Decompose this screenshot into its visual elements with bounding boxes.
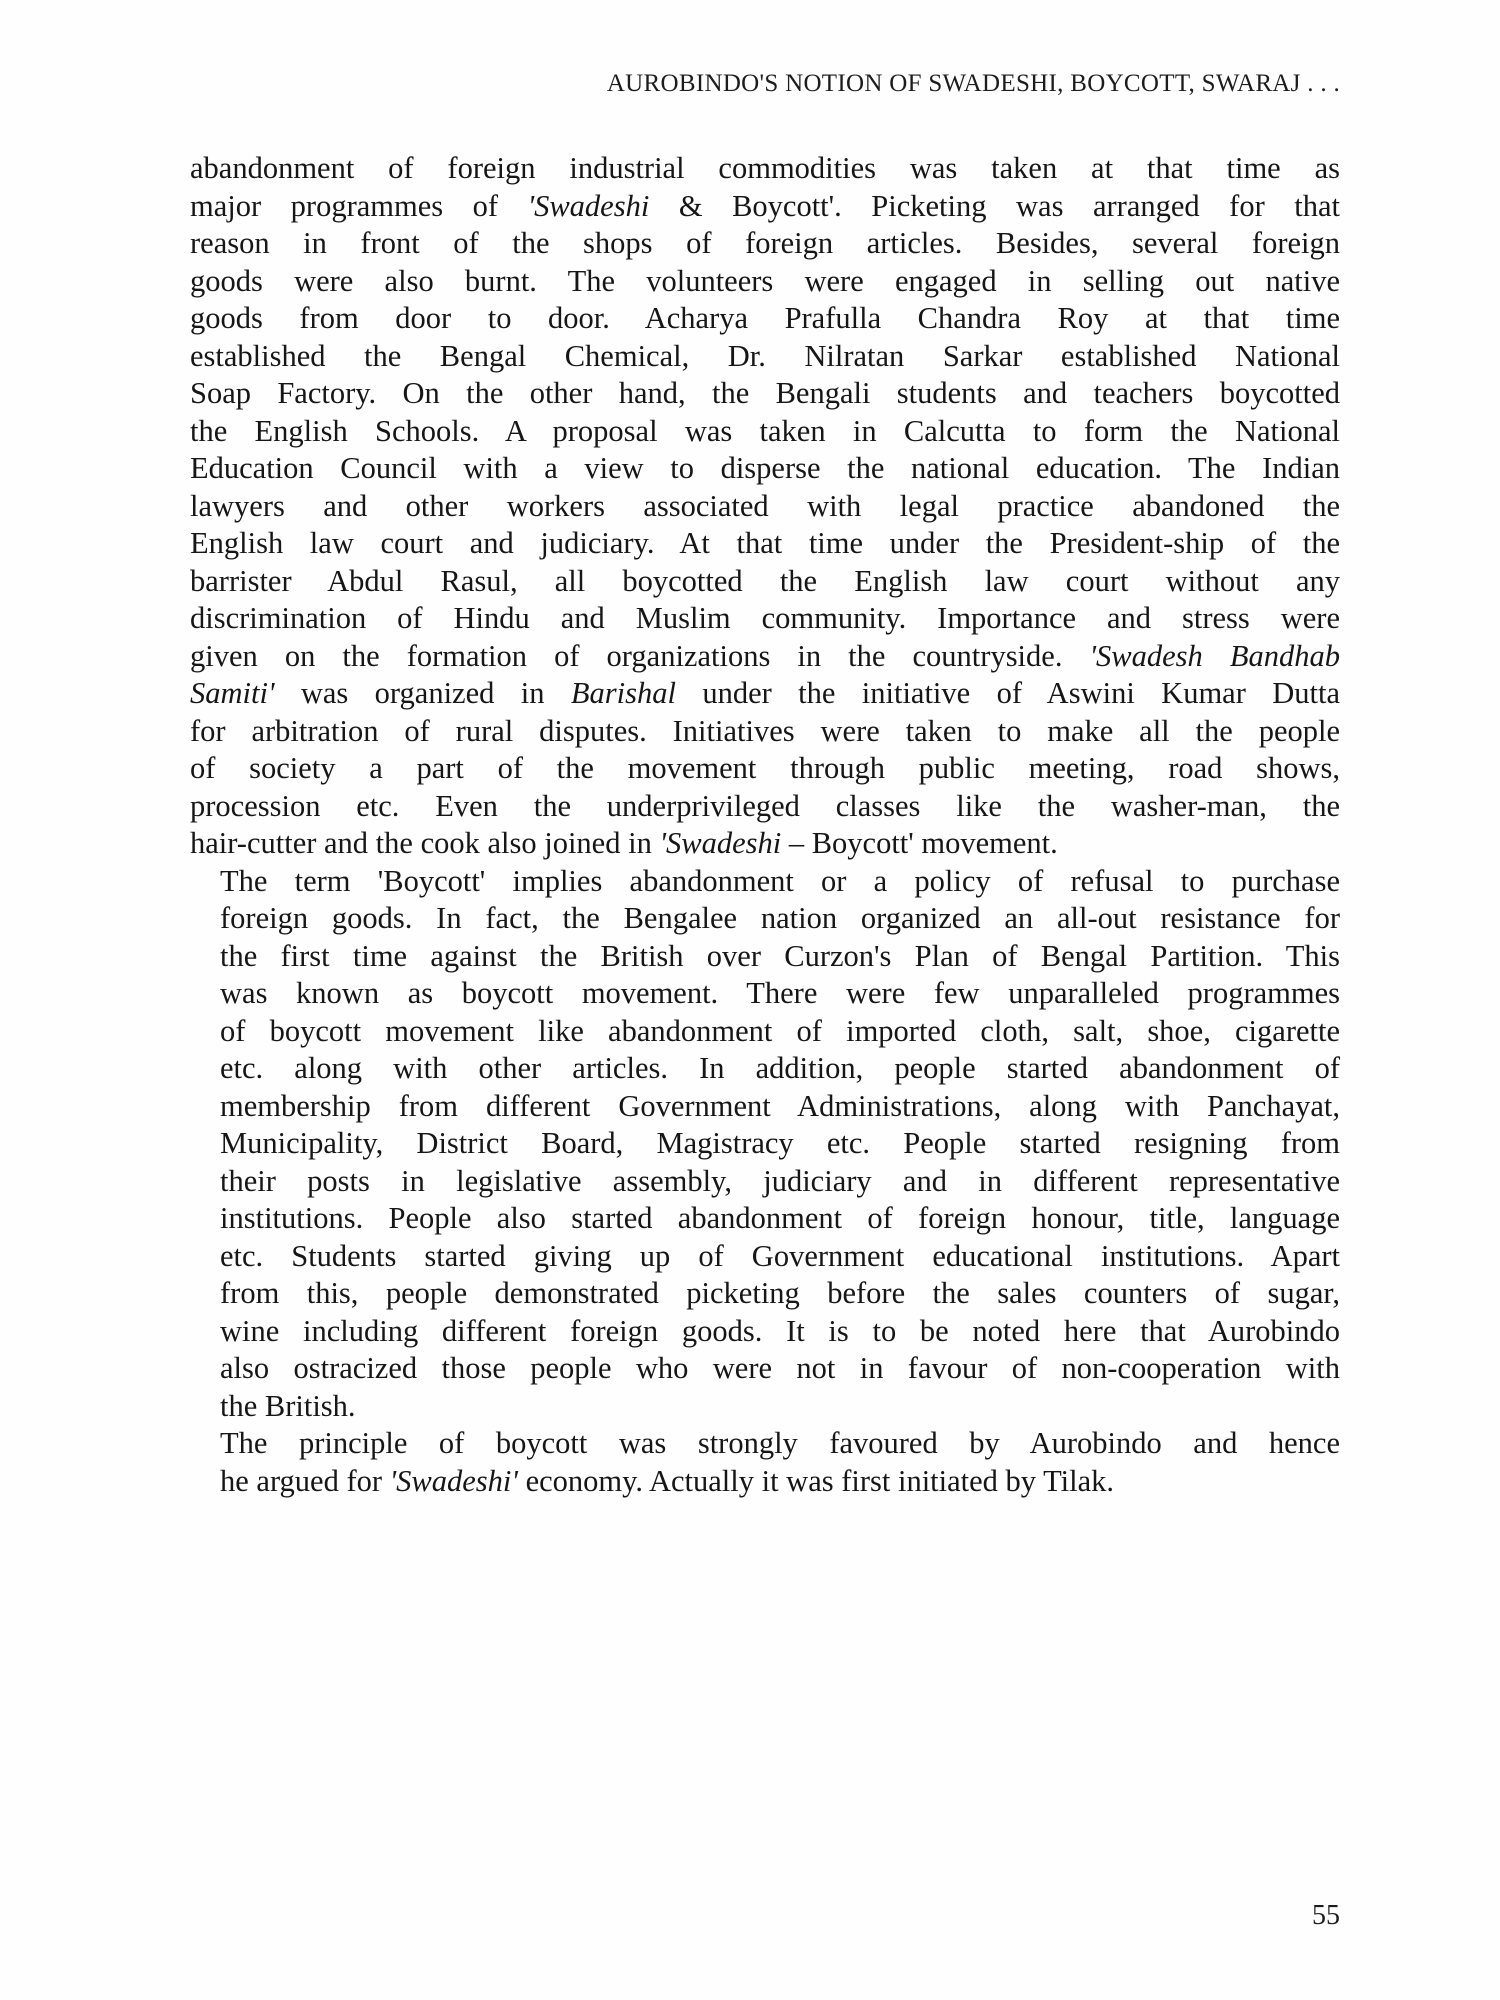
text-run: – Boycott' movement. xyxy=(781,826,1058,860)
text-run: discrimination of Hindu and Muslim community. Importance and stress were xyxy=(190,601,1340,635)
text-run: was organized in xyxy=(274,676,571,710)
page-number: 55 xyxy=(1312,1900,1340,1931)
text-run: reason in front of the shops of foreign articles. Besides, several foreign xyxy=(190,226,1340,260)
text-run: membership from different Government Administrations, along with Panchayat, xyxy=(220,1088,1340,1123)
text-run: institutions. People also started abandonment of foreign honour, title, language xyxy=(220,1201,1340,1235)
text-line xyxy=(190,938,1340,976)
italic-text: Samiti' xyxy=(190,676,275,710)
italic-text: 'Swadesh Bandhab xyxy=(1089,638,1341,673)
text-line xyxy=(190,638,1340,676)
text-run: etc. Students started giving up of Government educational institutions. Apart xyxy=(220,1238,1340,1273)
text-run: for arbitration of rural disputes. Initiatives were taken to make all the people xyxy=(190,713,1340,748)
text-line xyxy=(190,600,1340,638)
text-run: procession etc. Even the underprivileged classes like the washer-man, the xyxy=(190,788,1340,823)
text-run: English law court and judiciary. At that time under the President-ship of the xyxy=(190,526,1340,560)
text-line xyxy=(190,788,1340,826)
text-line xyxy=(190,1350,1340,1388)
text-run: major programmes of xyxy=(190,188,528,223)
paragraph xyxy=(190,150,1340,863)
text-line xyxy=(190,1088,1340,1126)
text-run: of boycott movement like abandonment of imported cloth, salt, shoe, cigarette xyxy=(220,1013,1340,1048)
text-line xyxy=(190,1425,1340,1463)
text-line xyxy=(190,525,1340,563)
text-run: goods from door to door. Acharya Prafulla Chandra Roy at that time xyxy=(190,301,1340,335)
text-line xyxy=(190,1163,1340,1201)
text-line xyxy=(190,300,1340,338)
italic-text: 'Swadeshi xyxy=(659,826,782,860)
text-run: etc. along with other articles. In addition, people started abandonment of xyxy=(220,1051,1340,1085)
text-line xyxy=(190,263,1340,301)
paragraph xyxy=(190,1425,1340,1500)
text-line xyxy=(190,150,1340,188)
text-line xyxy=(190,675,1340,713)
text-run: was known as boycott movement. There were few unparalleled programmes xyxy=(220,976,1340,1010)
text-line xyxy=(190,413,1340,451)
text-run: foreign goods. In fact, the Bengalee nation organized an all-out resistance for xyxy=(220,901,1340,935)
text-line xyxy=(190,1200,1340,1238)
italic-text: 'Swadeshi xyxy=(527,188,650,223)
text-run: The term 'Boycott' implies abandonment or a policy of refusal to purchase xyxy=(220,863,1340,898)
text-run: their posts in legislative assembly, judiciary and in different representative xyxy=(220,1163,1340,1198)
text-line xyxy=(190,713,1340,751)
text-line xyxy=(190,338,1340,376)
text-run: the British. xyxy=(220,1388,356,1423)
text-line xyxy=(190,750,1340,788)
paragraph xyxy=(190,863,1340,1426)
text-run: hair-cutter and the cook also joined in xyxy=(190,826,660,860)
text-run: Education Council with a view to disperse the national education. The Indian xyxy=(190,451,1340,485)
text-line xyxy=(190,1388,1340,1426)
running-header: AUROBINDO'S NOTION OF SWADESHI, BOYCOTT, SWARAJ . . . xyxy=(606,70,1340,97)
text-line xyxy=(190,825,1340,863)
text-line xyxy=(190,188,1340,226)
text-run: lawyers and other workers associated with legal practice abandoned the xyxy=(190,488,1340,523)
text-line xyxy=(190,1050,1340,1088)
text-run: & Boycott'. Picketing was arranged for that xyxy=(649,188,1340,223)
italic-text: 'Swadeshi' xyxy=(389,1463,518,1498)
text-run: the first time against the British over Curzon's Plan of Bengal Partition. This xyxy=(220,938,1340,973)
text-run: from this, people demonstrated picketing before the sales counters of sugar, xyxy=(220,1276,1340,1310)
text-run: the English Schools. A proposal was taken in Calcutta to form the National xyxy=(190,413,1340,448)
text-line xyxy=(190,488,1340,526)
body-text xyxy=(190,150,1340,1500)
text-line xyxy=(190,1463,1340,1501)
text-line xyxy=(190,1013,1340,1051)
text-line xyxy=(190,863,1340,901)
text-line xyxy=(190,1313,1340,1351)
text-line xyxy=(190,900,1340,938)
text-run: of society a part of the movement through public meeting, road shows, xyxy=(190,751,1340,785)
text-run: abandonment of foreign industrial commodities was taken at that time as xyxy=(190,151,1340,185)
text-line xyxy=(190,1275,1340,1313)
text-run: goods were also burnt. The volunteers were engaged in selling out native xyxy=(190,263,1340,298)
text-line xyxy=(190,975,1340,1013)
italic-text: Barishal xyxy=(570,676,676,710)
text-line xyxy=(190,375,1340,413)
text-run: barrister Abdul Rasul, all boycotted the English law court without any xyxy=(190,563,1340,598)
text-line xyxy=(190,1238,1340,1276)
text-run: established the Bengal Chemical, Dr. Nilratan Sarkar established National xyxy=(190,338,1340,373)
text-run: he argued for xyxy=(220,1463,390,1498)
text-run: Municipality, District Board, Magistracy etc. People started resigning from xyxy=(220,1126,1340,1160)
text-run: also ostracized those people who were not in favour of non-cooperation with xyxy=(220,1351,1340,1385)
text-run: economy. Actually it was first initiated by Tilak. xyxy=(517,1463,1115,1498)
text-run: Soap Factory. On the other hand, the Bengali students and teachers boycotted xyxy=(190,376,1340,410)
text-line xyxy=(190,225,1340,263)
text-run: under the initiative of Aswini Kumar Dutta xyxy=(675,676,1341,710)
text-line xyxy=(190,1125,1340,1163)
text-run: given on the formation of organizations in the countryside. xyxy=(190,638,1090,673)
text-line xyxy=(190,450,1340,488)
text-run: wine including different foreign goods. It is to be noted here that Aurobindo xyxy=(220,1313,1340,1348)
text-run: The principle of boycott was strongly favoured by Aurobindo and hence xyxy=(220,1426,1340,1460)
text-line xyxy=(190,563,1340,601)
